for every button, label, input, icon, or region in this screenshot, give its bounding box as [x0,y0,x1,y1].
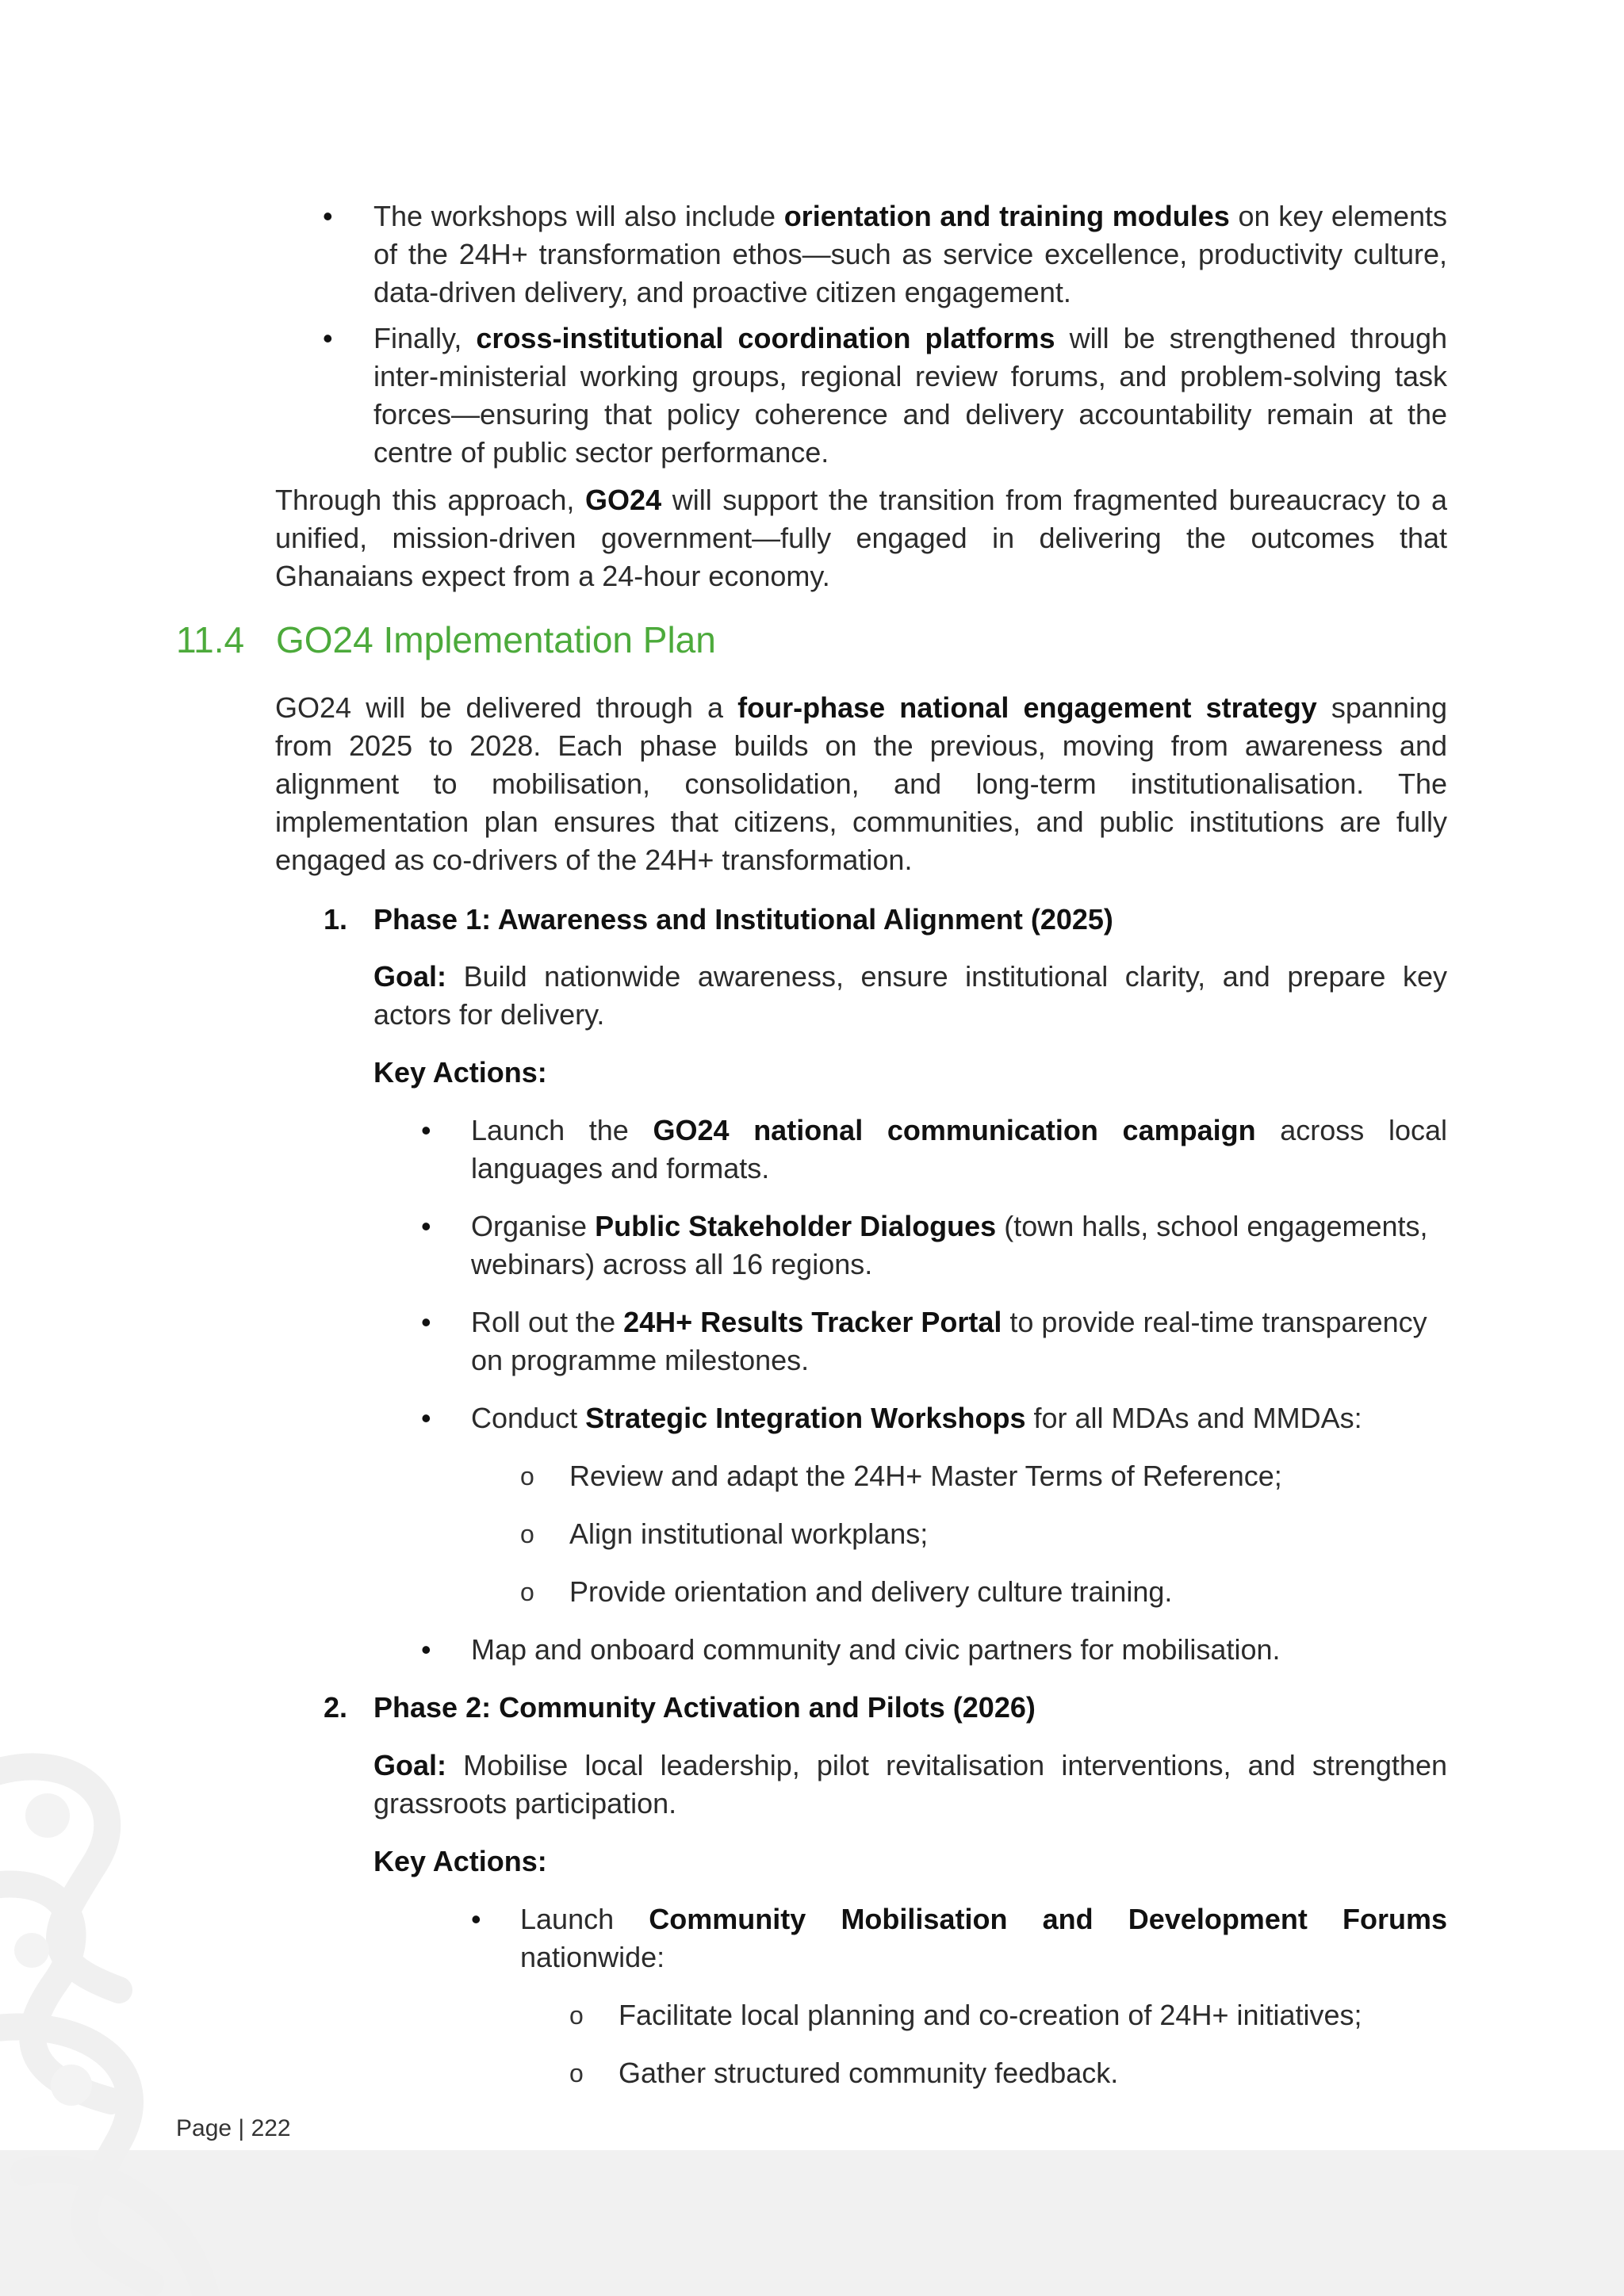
phase-goal [373,958,1447,1034]
bullet-glyph: • [421,1402,431,1434]
text-run: GO24 will be delivered through a [275,691,738,724]
page-number-value: 222 [251,2115,291,2141]
page-separator: | [238,2115,245,2141]
bold-run: cross-institutional coordination platforms [476,322,1055,354]
goal-label: Goal: [373,1749,447,1781]
bullet-glyph: • [421,1210,431,1242]
bold-run: 24H+ Results Tracker Portal [623,1306,1002,1338]
sub-bullet-glyph: o [520,1520,534,1548]
key-actions-label [373,1054,547,1092]
intro-bullet-1 [373,197,1447,312]
goal-label: Goal: [373,960,447,993]
text-run: The workshops will also include [373,200,784,232]
phase-goal [373,1747,1447,1823]
bullet-glyph: • [471,1903,481,1935]
intro-bullet-2 [373,320,1447,472]
goal-text: Build nationwide awareness, ensure institutional clarity, and prepare key actors for delivery. [373,960,1447,1031]
text-run: across local languages and formats. [471,1114,1448,1184]
phase-title [373,901,1447,939]
phase-number: 1. [324,903,348,936]
phase1-action-3 [471,1303,1447,1380]
text-run: Conduct [471,1402,586,1434]
phase1-action-2 [471,1207,1447,1284]
text-run: Launch the [471,1114,653,1146]
bullet-glyph: • [421,1306,431,1338]
section-number: 11.4 [176,619,245,660]
bold-run: Public Stakeholder Dialogues [595,1210,997,1242]
text-run: Launch [520,1903,649,1935]
sub-bullet-glyph: o [520,1462,534,1490]
bold-run: orientation and training modules [783,200,1230,232]
sub-bullet-glyph: o [569,2001,584,2030]
key-actions-text: Key Actions: [373,1845,547,1877]
phase1-subitem-1: Review and adapt the 24H+ Master Terms of Reference; [569,1460,1282,1492]
approach-paragraph [275,481,1447,595]
watermark-pattern-icon [0,1728,238,2296]
phase-title [373,1689,1447,1727]
phase1-action-4 [471,1399,1447,1437]
page-number [176,2113,291,2145]
section-title: GO24 Implementation Plan [276,619,716,660]
bold-run: Community Mobilisation and Development Forums [649,1903,1447,1935]
text-run: Map and onboard community and civic partners for mobilisation. [471,1633,1281,1666]
phase2-subitem-1: Facilitate local planning and co-creation of 24H+ initiatives; [619,1999,1362,2031]
sub-bullet-glyph: o [569,2059,584,2087]
text-run: on key elements of the 24H+ transformation ethos—such as service excellence, productivity culture, data-driven delivery, and proactive citizen engagement. [373,200,1447,308]
footer-band [0,2150,1624,2296]
phase1-action-1 [471,1112,1447,1188]
sub-bullet-glyph: o [520,1578,534,1606]
plan-paragraph [275,689,1447,879]
bullet-glyph: • [421,1114,431,1146]
page-label: Page [176,2115,232,2141]
phase2-subitem-2: Gather structured community feedback. [619,2057,1119,2089]
text-run: for all MDAs and MMDAs: [1025,1402,1362,1434]
bullet-glyph: • [323,200,333,232]
text-run: nationwide: [520,1941,665,1973]
bold-run: Strategic Integration Workshops [585,1402,1026,1434]
phase1-subitem-2: Align institutional workplans; [569,1517,929,1550]
text-run: to provide real-time transparency on programme milestones. [471,1306,1427,1376]
text-run: (town halls, school engagements, webinars) across all 16 regions. [471,1210,1428,1280]
phase2-action-1 [520,1900,1447,1976]
text-run: Through this approach, [275,484,586,516]
phase-title-text: Phase 1: Awareness and Institutional Alignment (2025) [373,903,1113,936]
key-actions-text: Key Actions: [373,1056,547,1089]
phase-number: 2. [324,1691,348,1724]
text-run: Finally, [373,322,477,354]
phase1-subitem-3: Provide orientation and delivery culture training. [569,1575,1173,1608]
bullet-glyph: • [421,1633,431,1666]
bold-run: GO24 national communication campaign [653,1114,1256,1146]
bold-run: GO24 [585,484,662,516]
goal-text: Mobilise local leadership, pilot revitalisation interventions, and strengthen grassroots participation. [373,1749,1447,1820]
text-run: will be strengthened through inter-ministerial working groups, regional review forums, and problem-solving task forces—ensuring that policy coherence and delivery accountability remain at the centre of public sector performance. [373,322,1447,469]
text-run: will support the transition from fragmented bureaucracy to a unified, mission-driven government—fully engaged in delivering the outcomes that Ghanaians expect from a 24-hour economy. [275,484,1447,592]
section-heading [176,612,716,668]
phase1-action-5 [471,1631,1447,1669]
text-run: Roll out the [471,1306,624,1338]
text-run: spanning from 2025 to 2028. Each phase builds on the previous, moving from awareness and alignment to mobilisation, consolidation, and long-term institutionalisation. The implementation plan ensures that citizens, communities, and public institutions are fully engaged as co-drivers of the 24H+ transformation. [275,691,1447,876]
text-run: Organise [471,1210,596,1242]
phase-title-text: Phase 2: Community Activation and Pilots (2026) [373,1691,1036,1724]
key-actions-label [373,1843,547,1881]
bold-run: four-phase national engagement strategy [737,691,1317,724]
bullet-glyph: • [323,322,333,354]
